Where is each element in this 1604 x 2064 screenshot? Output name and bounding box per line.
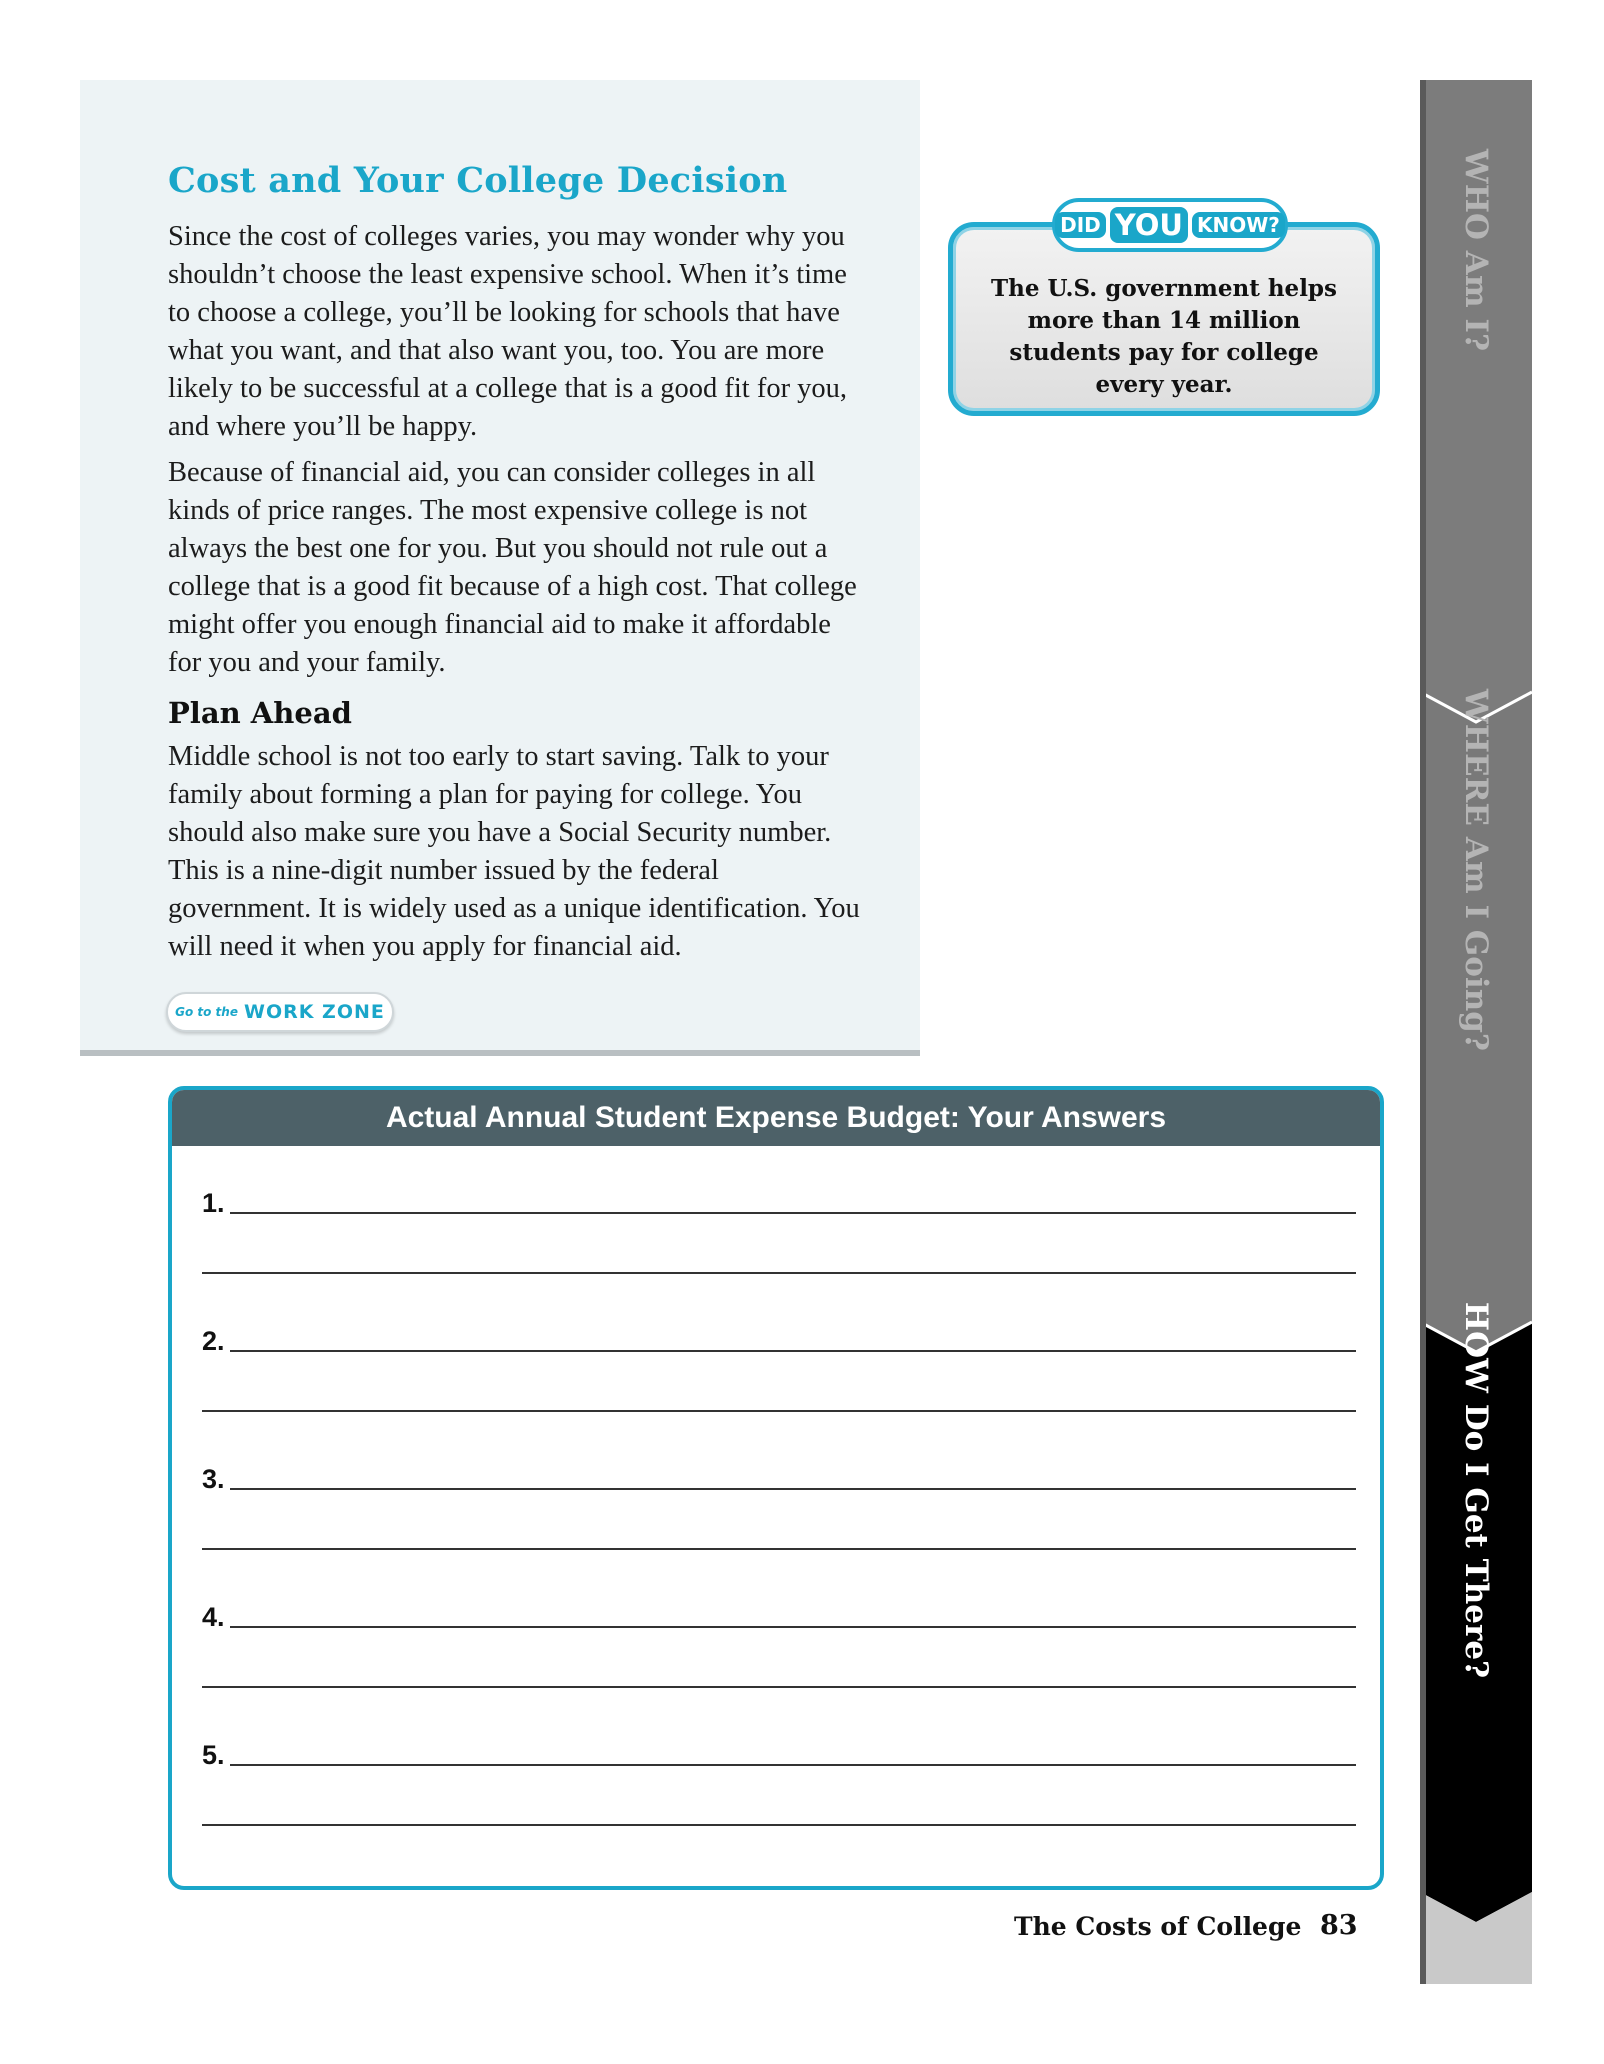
tab-who-am-i[interactable]: WHO Am I? bbox=[1458, 148, 1494, 352]
answer-line-5a[interactable] bbox=[230, 1764, 1356, 1766]
tab-how-do-i-get-there[interactable]: HOW Do I Get There? bbox=[1458, 1301, 1494, 1679]
work-zone-label: WORK ZONE bbox=[243, 1001, 385, 1023]
page-number: 83 bbox=[1320, 1910, 1358, 1941]
badge-you: YOU bbox=[1110, 207, 1188, 243]
answer-line-2a[interactable] bbox=[230, 1350, 1356, 1352]
did-you-know-text: The U.S. government helps more than 14 million students pay for college every year. bbox=[991, 275, 1337, 398]
section-title: Cost and Your College Decision bbox=[168, 160, 788, 201]
work-zone-prefix: Go to the bbox=[175, 1005, 238, 1019]
answer-line-5b[interactable] bbox=[202, 1824, 1356, 1826]
work-zone-button[interactable] bbox=[166, 992, 394, 1032]
answer-line-1a[interactable] bbox=[230, 1212, 1356, 1214]
answer-number-2: 2. bbox=[202, 1326, 225, 1356]
plan-ahead-title: Plan Ahead bbox=[168, 696, 352, 730]
answer-number-3: 3. bbox=[202, 1464, 225, 1494]
paragraph-2: Because of financial aid, you can consider colleges in all kinds of price ranges. The most expensive college is not always the best one for you. But you should not rule out a college that is a good fit because of a high cost. That college might offer you enough financial aid to make it affordable for you and your family. bbox=[168, 457, 857, 678]
badge-know: KNOW? bbox=[1192, 212, 1285, 238]
answer-line-1b[interactable] bbox=[202, 1272, 1356, 1274]
answer-number-4: 4. bbox=[202, 1602, 225, 1632]
answer-number-5: 5. bbox=[202, 1740, 225, 1770]
answer-line-4b[interactable] bbox=[202, 1686, 1356, 1688]
answer-line-3a[interactable] bbox=[230, 1488, 1356, 1490]
answer-line-4a[interactable] bbox=[230, 1626, 1356, 1628]
answer-line-2b[interactable] bbox=[202, 1410, 1356, 1412]
paragraph-1: Since the cost of colleges varies, you may wonder why you shouldn’t choose the least expensive school. When it’s time to choose a college, you’ll be looking for schools that have what you want, and that also want you, too. You are more likely to be successful at a college that is a good fit for you, and where you’ll be happy. bbox=[168, 221, 848, 442]
plan-ahead-paragraph: Middle school is not too early to start saving. Talk to your family about forming a plan for paying for college. You should also make sure you have a Social Security number. This is a nine-digit number issued by the federal government. It is widely used as a unique identification. You will need it when you apply for financial aid. bbox=[168, 741, 860, 962]
badge-did: DID bbox=[1055, 212, 1106, 238]
main-text-panel bbox=[80, 80, 920, 1050]
tab-where-am-i-going[interactable]: WHERE Am I Going? bbox=[1458, 688, 1494, 1052]
budget-header: Actual Annual Student Expense Budget: Your Answers bbox=[172, 1090, 1380, 1146]
did-you-know-badge bbox=[1052, 198, 1288, 252]
answer-line-3b[interactable] bbox=[202, 1548, 1356, 1550]
budget-answers-box bbox=[168, 1086, 1384, 1890]
answer-number-1: 1. bbox=[202, 1188, 225, 1218]
footer-title: The Costs of College bbox=[1014, 1912, 1302, 1941]
